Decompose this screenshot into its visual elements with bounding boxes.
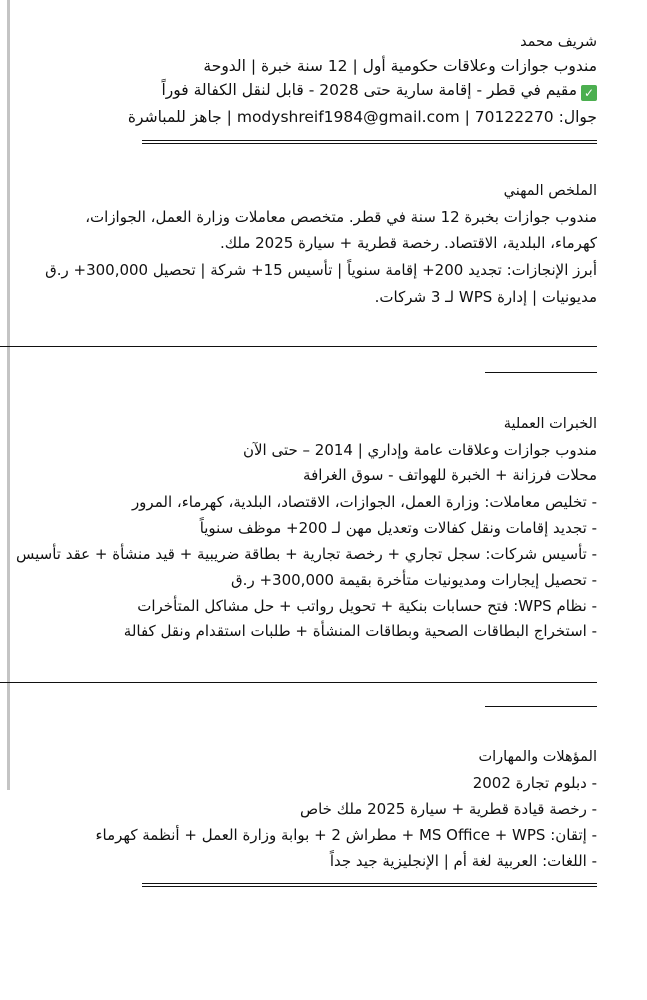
experience-item: - تجديد إقامات ونقل كفالات وتعديل مهن لـ 200+ موظف سنوياً: [199, 519, 597, 537]
experience-item: - تحصيل إيجارات ومديونيات متأخرة بقيمة 300,000+ ر.ق: [231, 571, 597, 589]
footer-double-rule: [142, 883, 597, 887]
qualification-item: - رخصة قيادة قطرية + سيارة 2025 ملك خاص: [299, 800, 597, 818]
experience-item: - نظام WPS: فتح حسابات بنكية + تحويل رواتب + حل مشاكل المتأخرات: [137, 597, 597, 615]
candidate-name: شريف محمد: [520, 34, 597, 50]
qualifications-heading: المؤهلات والمهارات: [478, 749, 597, 765]
experience-heading: الخبرات العملية: [503, 416, 597, 432]
qualification-item: - اللغات: العربية لغة أم | الإنجليزية جيد جداً: [329, 852, 597, 870]
experience-item: - تخليص معاملات: وزارة العمل، الجوازات، الاقتصاد، البلدية، كهرماء، المرور: [131, 493, 597, 511]
summary-line: كهرماء، البلدية، الاقتصاد. رخصة قطرية + سيارة 2025 ملك.: [219, 234, 597, 252]
experience-role: مندوب جوازات وعلاقات عامة وإداري | 2014 – حتى الآن: [242, 441, 597, 459]
section-divider: [0, 682, 597, 683]
qualification-item: - دبلوم تجارة 2002: [472, 774, 597, 792]
contact-line: جوال: 70122270 | modyshreif1984@gmail.com | جاهز للمباشرة: [127, 108, 597, 126]
experience-item: - تأسيس شركات: سجل تجاري + رخصة تجارية + بطاقة ضريبية + قيد منشأة + عقد تأسيس: [15, 545, 597, 563]
header-double-rule: [142, 140, 597, 144]
left-margin-rule: [7, 0, 10, 790]
section-divider-short: [485, 372, 597, 373]
section-divider-short: [485, 706, 597, 707]
summary-line: مندوب جوازات بخبرة 12 سنة في قطر. متخصص معاملات وزارة العمل، الجوازات،: [85, 208, 597, 226]
experience-item: - استخراج البطاقات الصحية وبطاقات المنشأة + طلبات استقدام ونقل كفالة: [123, 622, 597, 640]
candidate-title: مندوب جوازات وعلاقات حكومية أول | 12 سنة خبرة | الدوحة: [203, 57, 597, 75]
summary-line: أبرز الإنجازات: تجديد 200+ إقامة سنوياً | تأسيس 15+ شركة | تحصيل 300,000+ ر.ق: [45, 261, 597, 279]
residency-text: مقيم في قطر - إقامة سارية حتى 2028 - قابل لنقل الكفالة فوراً: [161, 81, 577, 99]
summary-line: مديونيات | إدارة WPS لـ 3 شركات.: [374, 288, 597, 306]
experience-company: محلات فرزانة + الخبرة للهواتف - سوق الغرافة: [303, 466, 597, 484]
section-divider: [0, 346, 597, 347]
check-mark-icon: ✓: [581, 85, 597, 101]
qualification-item: - إتقان: MS Office + WPS + مطراش 2 + بوابة وزارة العمل + أنظمة كهرماء: [95, 826, 597, 844]
summary-heading: الملخص المهني: [503, 183, 597, 199]
residency-line: [161, 80, 597, 101]
